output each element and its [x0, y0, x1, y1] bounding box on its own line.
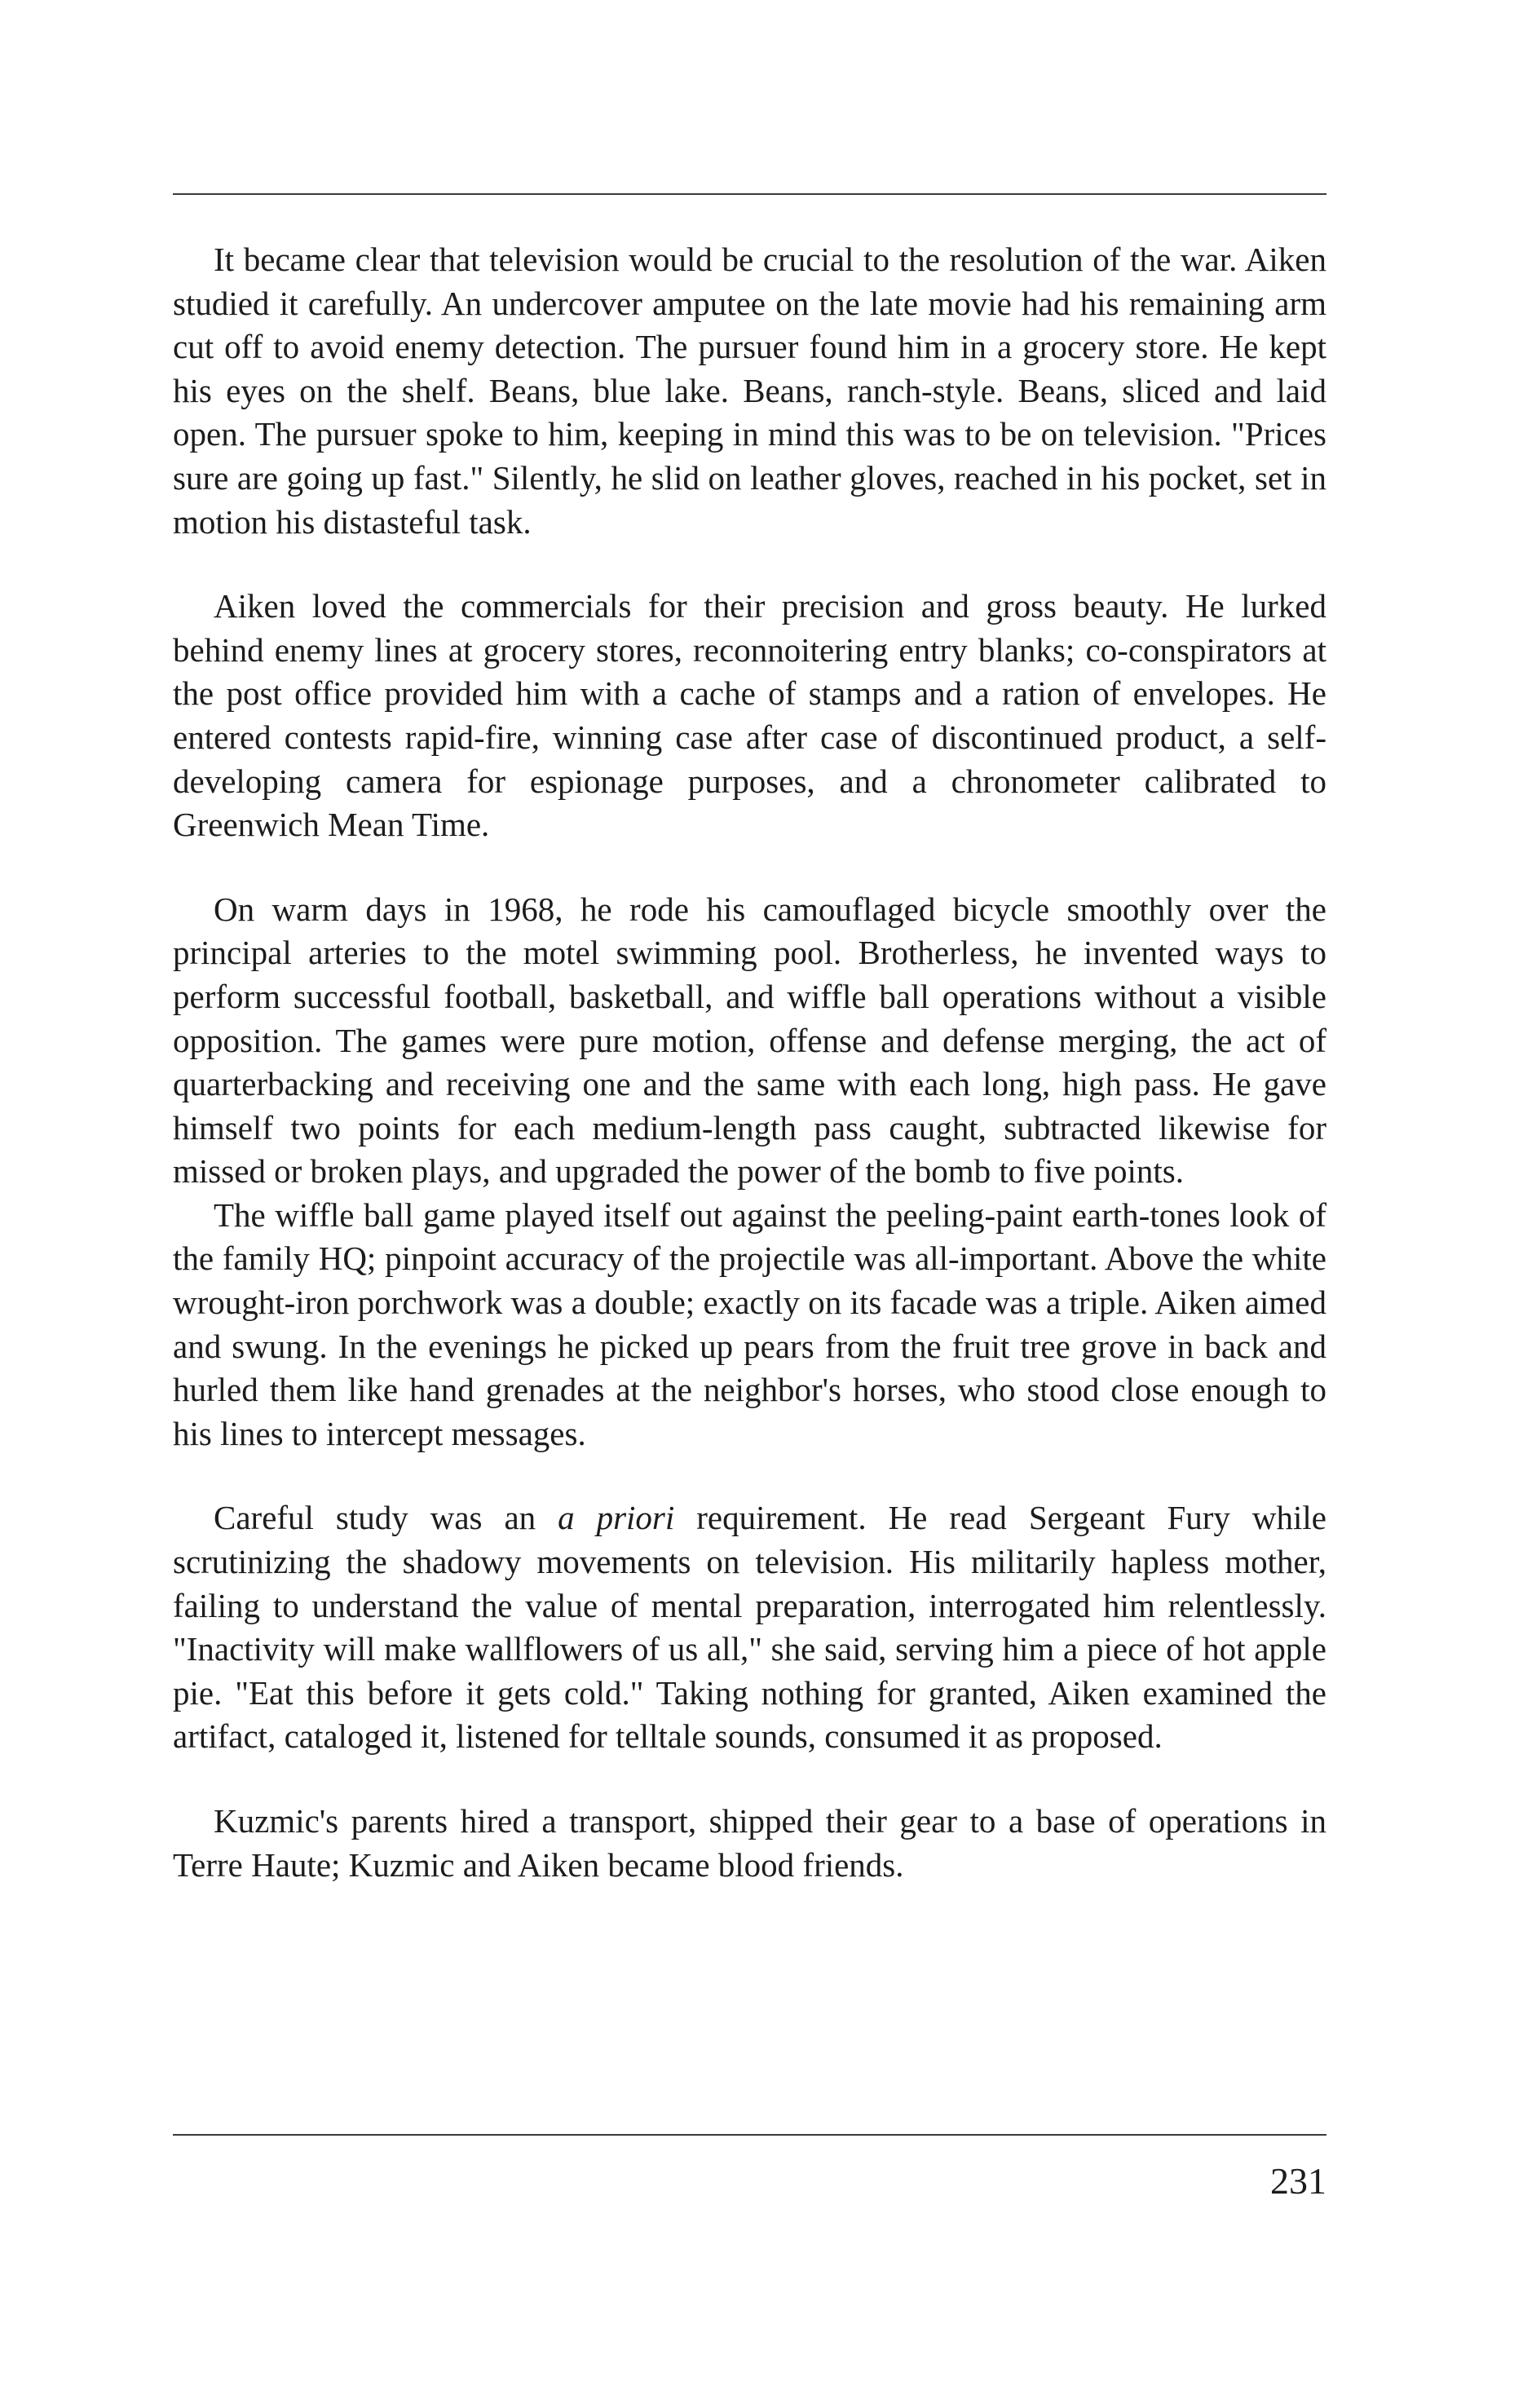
- paragraph-text: Aiken loved the commercials for their precision and gross beauty. He lurked behind enemy lines at grocery stores, reconnoitering entry blanks; co-conspirators at the post office provided him with a cache of stamps and a ration of envelopes. He entered contests rapid-fire, winning case after case of discontinued product, a self-developing camera for espionage purposes, and a chronometer calibrated to Greenwich Mean Time.: [173, 587, 1326, 844]
- paragraph-television-war: [173, 238, 1326, 544]
- paragraph-kuzmic: [173, 1800, 1326, 1887]
- italic-phrase: a priori: [558, 1499, 675, 1537]
- paragraph-text: requirement. He read Sergeant Fury while scrutinizing the shadowy movements on television. His militarily hapless mother, failing to understand the value of mental preparation, interrogated him relentlessly. "Inactivity will make wallflowers of us all," she said, serving him a piece of hot apple pie. "Eat this before it gets cold." Taking nothing for granted, Aiken examined the artifact, cataloged it, listened for telltale sounds, consumed it as proposed.: [173, 1499, 1326, 1756]
- paragraph-commercials: [173, 585, 1326, 847]
- body-text: [173, 238, 1326, 1887]
- paragraph-wiffle-ball: [173, 1194, 1326, 1456]
- top-rule: [173, 193, 1326, 195]
- page-number: 231: [1270, 2160, 1326, 2202]
- paragraph-warm-days: [173, 888, 1326, 1194]
- paragraph-text: Kuzmic's parents hired a transport, shipped their gear to a base of operations in Terre Haute; Kuzmic and Aiken became blood friends.: [173, 1802, 1326, 1884]
- paragraph-text: It became clear that television would be crucial to the resolution of the war. Aiken studied it carefully. An undercover amputee on the late movie had his remaining arm cut off to avoid enemy detection. The pursuer found him in a grocery store. He kept his eyes on the shelf. Beans, blue lake. Beans, ranch-style. Beans, sliced and laid open. The pursuer spoke to him, keeping in mind this was to be on television. "Prices sure are going up fast." Silently, he slid on leather gloves, reached in his pocket, set in motion his distasteful task.: [173, 241, 1326, 541]
- paragraph-careful-study: [173, 1496, 1326, 1759]
- paragraph-text: The wiffle ball game played itself out against the peeling-paint earth-tones look of the family HQ; pinpoint accuracy of the projectile was all-important. Above the white wrought-iron porchwork was a double; exactly on its facade was a triple. Aiken aimed and swung. In the evenings he picked up pears from the fruit tree grove in back and hurled them like hand grenades at the neighbor's horses, who stood close enough to his lines to intercept messages.: [173, 1195, 1326, 1452]
- paragraph-text: Careful study was an: [214, 1499, 558, 1537]
- bottom-rule: [173, 2134, 1326, 2136]
- paragraph-text: On warm days in 1968, he rode his camouflaged bicycle smoothly over the principal arteries to the motel swimming pool. Brotherless, he invented ways to perform successful football, basketball, and wiffle ball operations without a visible opposition. The games were pure motion, offense and defense merging, the act of quarterbacking and receiving one and the same with each long, high pass. He gave himself two points for each medium-length pass caught, subtracted likewise for missed or broken plays, and upgraded the power of the bomb to five points.: [173, 890, 1326, 1191]
